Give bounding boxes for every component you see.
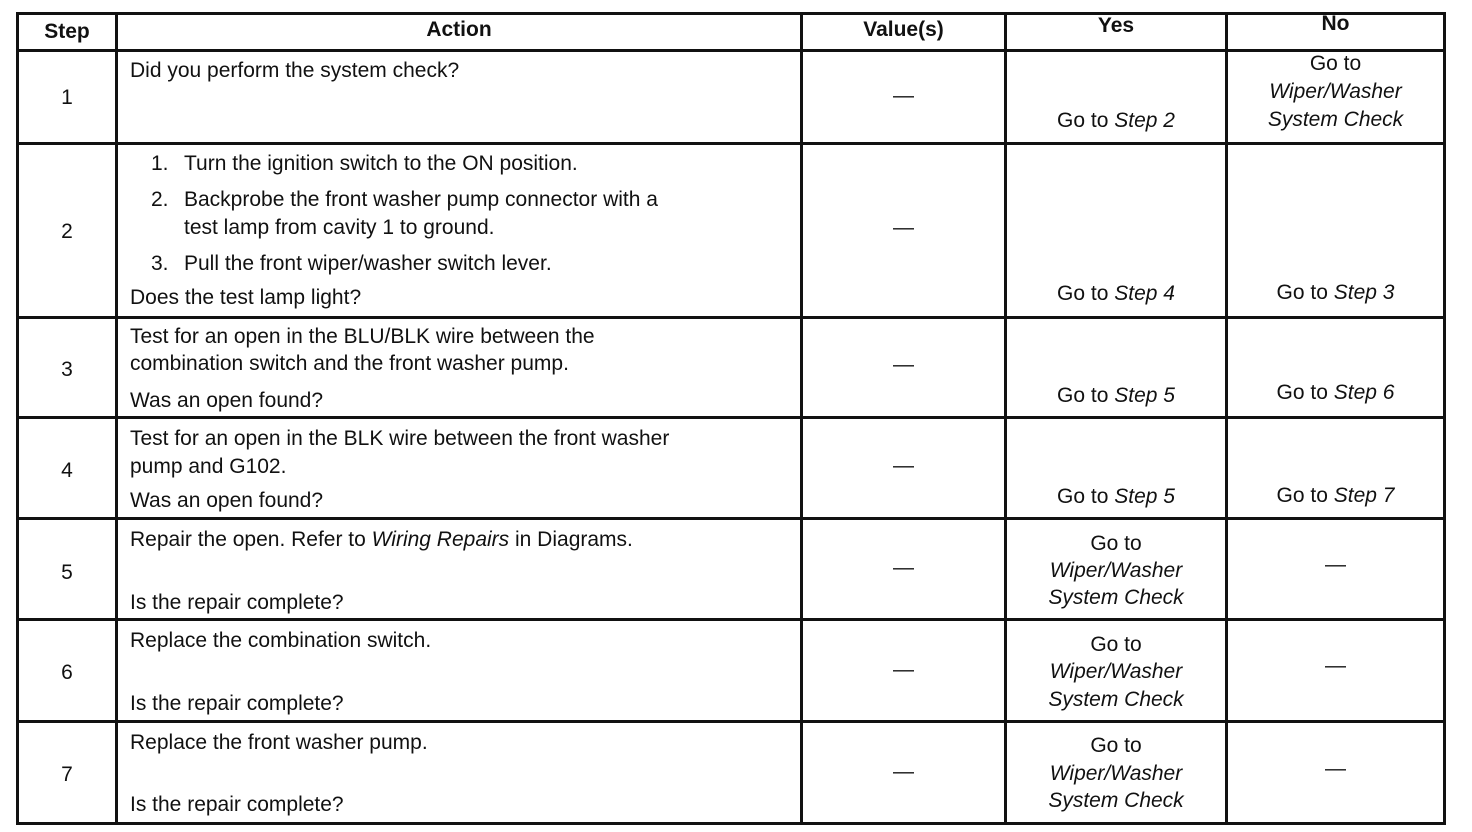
- action-text: combination switch and the front washer pump.: [130, 352, 569, 375]
- yes-goto-line1: Go to: [1090, 633, 1142, 656]
- header-action: Action: [426, 18, 492, 41]
- rule-left: [16, 12, 19, 825]
- action-text: pump and G102.: [130, 455, 287, 478]
- goto-label: Go to: [1057, 282, 1115, 305]
- rule-row4: [16, 517, 1446, 520]
- rule-bottom: [16, 822, 1446, 825]
- step-number: 2: [61, 220, 73, 243]
- rule-row6: [16, 720, 1446, 723]
- no-dash: —: [1325, 654, 1346, 677]
- action-pre: Repair the open. Refer to: [130, 528, 372, 551]
- no-goto-line3: System Check: [1267, 108, 1404, 131]
- no-dash: —: [1325, 553, 1346, 576]
- action-question: Does the test lamp light?: [130, 286, 362, 309]
- goto-target: Step 6: [1333, 381, 1395, 404]
- goto-label: Go to: [1057, 109, 1115, 132]
- no-dash: —: [1325, 757, 1346, 780]
- rule-col-step: [115, 12, 118, 825]
- yes-goto-line3: System Check: [1048, 586, 1184, 609]
- no-goto: [1228, 379, 1443, 407]
- value-dash: —: [893, 84, 914, 107]
- rule-row1: [16, 142, 1446, 145]
- yes-goto-line2: Wiper/Washer: [1049, 762, 1183, 785]
- no-goto-line2: Wiper/Washer: [1269, 80, 1402, 103]
- no-goto: [1228, 279, 1443, 307]
- goto-target: Step 7: [1333, 484, 1395, 507]
- action-item-text: Turn the ignition switch to the ON position.: [184, 152, 578, 175]
- action-item-number: 3.: [151, 252, 169, 275]
- yes-goto: [1007, 483, 1225, 511]
- action-item-text: test lamp from cavity 1 to ground.: [184, 216, 495, 239]
- header-values: Value(s): [863, 18, 944, 41]
- action-item-number: 2.: [151, 188, 169, 211]
- goto-label: Go to: [1276, 381, 1334, 404]
- action-text: [130, 526, 633, 554]
- goto-label: Go to: [1057, 485, 1115, 508]
- action-text: Replace the front washer pump.: [130, 731, 428, 754]
- action-text: Test for an open in the BLK wire between the front washer: [130, 427, 670, 450]
- yes-goto-line1: Go to: [1090, 532, 1142, 555]
- yes-goto-line2: Wiper/Washer: [1049, 660, 1183, 683]
- rule-row2: [16, 316, 1446, 319]
- goto-target: Step 5: [1114, 485, 1175, 508]
- goto-target: Step 3: [1333, 281, 1395, 304]
- action-item-number: 1.: [151, 152, 169, 175]
- value-dash: —: [893, 216, 914, 239]
- value-dash: —: [893, 760, 914, 783]
- rule-right: [1443, 12, 1446, 825]
- goto-target: Step 5: [1114, 384, 1175, 407]
- step-number: 4: [61, 459, 73, 482]
- rule-col-action: [800, 12, 803, 825]
- action-text: Did you perform the system check?: [130, 59, 460, 82]
- goto-label: Go to: [1276, 484, 1334, 507]
- action-item-text: Pull the front wiper/washer switch lever.: [184, 252, 552, 275]
- value-dash: —: [893, 454, 914, 477]
- goto-label: Go to: [1057, 384, 1115, 407]
- goto-target: Step 2: [1114, 109, 1175, 132]
- step-number: 6: [61, 661, 73, 684]
- value-dash: —: [893, 658, 914, 681]
- yes-goto-line1: Go to: [1090, 734, 1142, 757]
- action-question: Was an open found?: [130, 389, 324, 412]
- goto-target: Step 4: [1114, 282, 1175, 305]
- step-number: 1: [61, 86, 73, 109]
- action-question: Is the repair complete?: [130, 793, 344, 816]
- action-item-text: Backprobe the front washer pump connector with a: [184, 188, 658, 211]
- step-number: 7: [61, 763, 73, 786]
- goto-label: Go to: [1276, 281, 1334, 304]
- header-no: No: [1321, 12, 1350, 35]
- yes-goto: [1007, 382, 1225, 410]
- rule-row3: [16, 416, 1446, 419]
- yes-goto: [1007, 280, 1225, 308]
- no-goto-line1: Go to: [1309, 52, 1362, 75]
- action-text: Test for an open in the BLU/BLK wire between the: [130, 325, 595, 348]
- action-question: Was an open found?: [130, 489, 324, 512]
- yes-goto: [1007, 107, 1225, 135]
- action-text: Replace the combination switch.: [130, 629, 432, 652]
- header-step: Step: [44, 20, 90, 43]
- yes-goto-line3: System Check: [1048, 789, 1184, 812]
- value-dash: —: [893, 556, 914, 579]
- step-number: 3: [61, 358, 73, 381]
- step-number: 5: [61, 561, 73, 584]
- yes-goto-line3: System Check: [1048, 688, 1184, 711]
- action-question: Is the repair complete?: [130, 692, 344, 715]
- rule-row5: [16, 618, 1446, 621]
- value-dash: —: [893, 353, 914, 376]
- action-post: in Diagrams.: [509, 528, 633, 551]
- action-question: Is the repair complete?: [130, 591, 344, 614]
- header-yes: Yes: [1097, 14, 1135, 37]
- yes-goto-line2: Wiper/Washer: [1049, 559, 1183, 582]
- action-reference: Wiring Repairs: [371, 528, 510, 551]
- no-goto: [1228, 482, 1443, 510]
